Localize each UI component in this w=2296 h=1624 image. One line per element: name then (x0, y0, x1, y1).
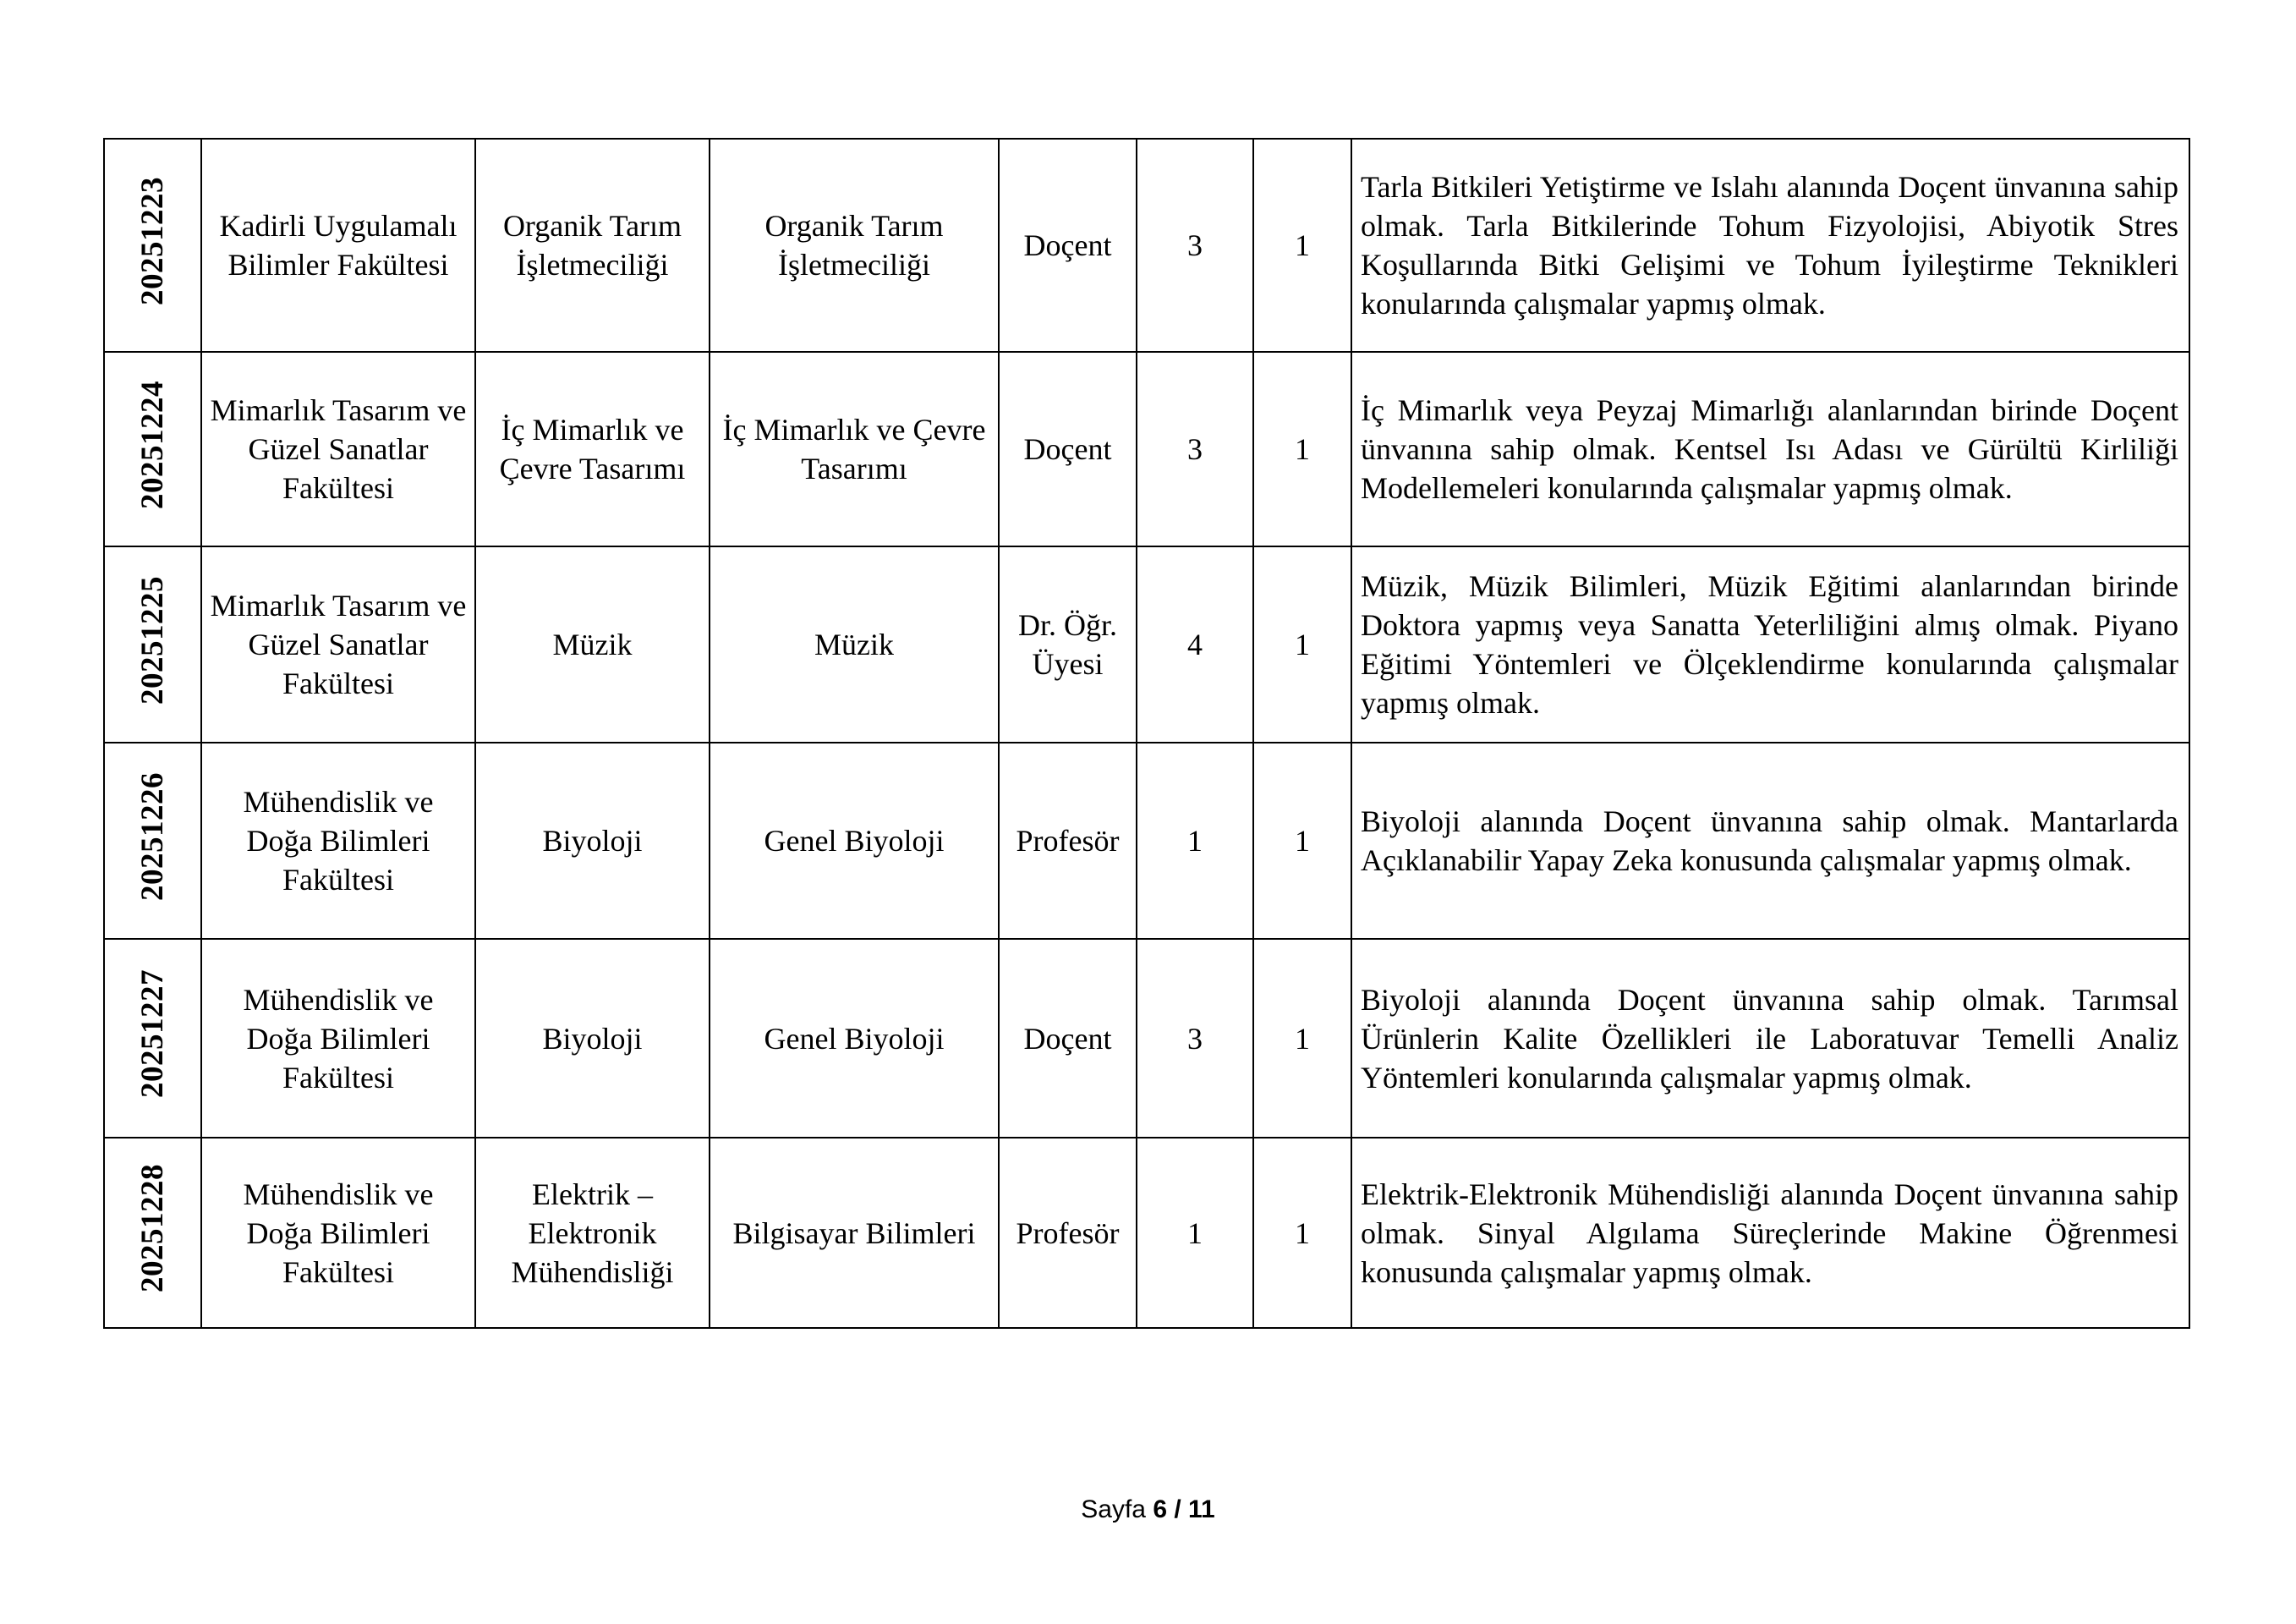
requirements-cell: Müzik, Müzik Bilimleri, Müzik Eğitimi alanlarından birinde Doktora yapmış veya Sanatta Yeterliliğini almış olmak. Piyano Eğitimi Yöntemleri ve Ölçeklendirme konularında çalışmalar yapmış olmak. (1351, 546, 2189, 743)
position-code: 20251227 (134, 969, 170, 1098)
title-cell: Doçent (999, 939, 1137, 1138)
level-cell: 3 (1137, 139, 1253, 352)
position-code: 20251228 (134, 1164, 170, 1292)
count-cell: 1 (1253, 1138, 1351, 1328)
field-cell: Genel Biyoloji (710, 939, 999, 1138)
level-cell: 1 (1137, 743, 1253, 939)
position-code: 20251226 (134, 771, 170, 901)
table-row (104, 1138, 2189, 1328)
position-code-cell (104, 1138, 201, 1328)
requirements-cell: Elektrik-Elektronik Mühendisliği alanında Doçent ünvanına sahip olmak. Sinyal Algılama Süreçlerinde Makine Öğrenmesi konusunda çalışmalar yapmış olmak. (1351, 1138, 2189, 1328)
faculty-cell: Mimarlık Tasarım ve Güzel Sanatlar Fakültesi (201, 546, 475, 743)
department-cell: Elektrik – Elektronik Mühendisliği (475, 1138, 710, 1328)
level-cell: 4 (1137, 546, 1253, 743)
table-row (104, 352, 2189, 546)
position-code: 20251225 (134, 575, 170, 705)
count-cell: 1 (1253, 352, 1351, 546)
position-code-cell (104, 546, 201, 743)
level-cell: 3 (1137, 939, 1253, 1138)
field-cell: İç Mimarlık ve Çevre Tasarımı (710, 352, 999, 546)
title-cell: Profesör (999, 1138, 1137, 1328)
faculty-cell: Mühendislik ve Doğa Bilimleri Fakültesi (201, 743, 475, 939)
position-code: 20251224 (134, 380, 170, 509)
total-pages-number: 11 (1188, 1495, 1215, 1523)
field-cell: Müzik (710, 546, 999, 743)
count-cell: 1 (1253, 743, 1351, 939)
faculty-cell: Mühendislik ve Doğa Bilimleri Fakültesi (201, 1138, 475, 1328)
department-cell: Organik Tarım İşletmeciliği (475, 139, 710, 352)
table-row (104, 546, 2189, 743)
department-cell: Biyoloji (475, 939, 710, 1138)
page-footer (0, 1495, 2296, 1524)
department-cell: İç Mimarlık ve Çevre Tasarımı (475, 352, 710, 546)
position-code-cell (104, 939, 201, 1138)
level-cell: 3 (1137, 352, 1253, 546)
field-cell: Genel Biyoloji (710, 743, 999, 939)
faculty-cell: Mühendislik ve Doğa Bilimleri Fakültesi (201, 939, 475, 1138)
title-cell: Profesör (999, 743, 1137, 939)
department-cell: Biyoloji (475, 743, 710, 939)
requirements-cell: Biyoloji alanında Doçent ünvanına sahip olmak. Mantarlarda Açıklanabilir Yapay Zeka konusunda çalışmalar yapmış olmak. (1351, 743, 2189, 939)
field-cell: Organik Tarım İşletmeciliği (710, 139, 999, 352)
faculty-cell: Kadirli Uygulamalı Bilimler Fakültesi (201, 139, 475, 352)
count-cell: 1 (1253, 546, 1351, 743)
table-row (104, 139, 2189, 352)
requirements-cell: Tarla Bitkileri Yetiştirme ve Islahı alanında Doçent ünvanına sahip olmak. Tarla Bitkilerinde Tohum Fizyolojisi, Abiyotik Stres Koşullarında Bitki Gelişimi ve Tohum İyileştirme Teknikleri konularında çalışmalar yapmış olmak. (1351, 139, 2189, 352)
count-cell: 1 (1253, 139, 1351, 352)
table-row (104, 939, 2189, 1138)
position-code-cell (104, 743, 201, 939)
position-code-cell (104, 352, 201, 546)
table-row (104, 743, 2189, 939)
department-cell: Müzik (475, 546, 710, 743)
position-code: 20251223 (134, 176, 170, 305)
requirements-cell: Biyoloji alanında Doçent ünvanına sahip olmak. Tarımsal Ürünlerin Kalite Özellikleri ile Laboratuvar Temelli Analiz Yöntemleri konularında çalışmalar yapmış olmak. (1351, 939, 2189, 1138)
title-cell: Doçent (999, 352, 1137, 546)
current-page-number: 6 (1153, 1495, 1167, 1523)
field-cell: Bilgisayar Bilimleri (710, 1138, 999, 1328)
page-separator: / (1174, 1495, 1181, 1523)
page-label: Sayfa (1081, 1495, 1146, 1523)
count-cell: 1 (1253, 939, 1351, 1138)
title-cell: Doçent (999, 139, 1137, 352)
title-cell: Dr. Öğr. Üyesi (999, 546, 1137, 743)
positions-table (103, 138, 2190, 1329)
position-code-cell (104, 139, 201, 352)
faculty-cell: Mimarlık Tasarım ve Güzel Sanatlar Fakültesi (201, 352, 475, 546)
requirements-cell: İç Mimarlık veya Peyzaj Mimarlığı alanlarından birinde Doçent ünvanına sahip olmak. Kentsel Isı Adası ve Gürültü Kirliliği Modellemeleri konularında çalışmalar yapmış olmak. (1351, 352, 2189, 546)
level-cell: 1 (1137, 1138, 1253, 1328)
